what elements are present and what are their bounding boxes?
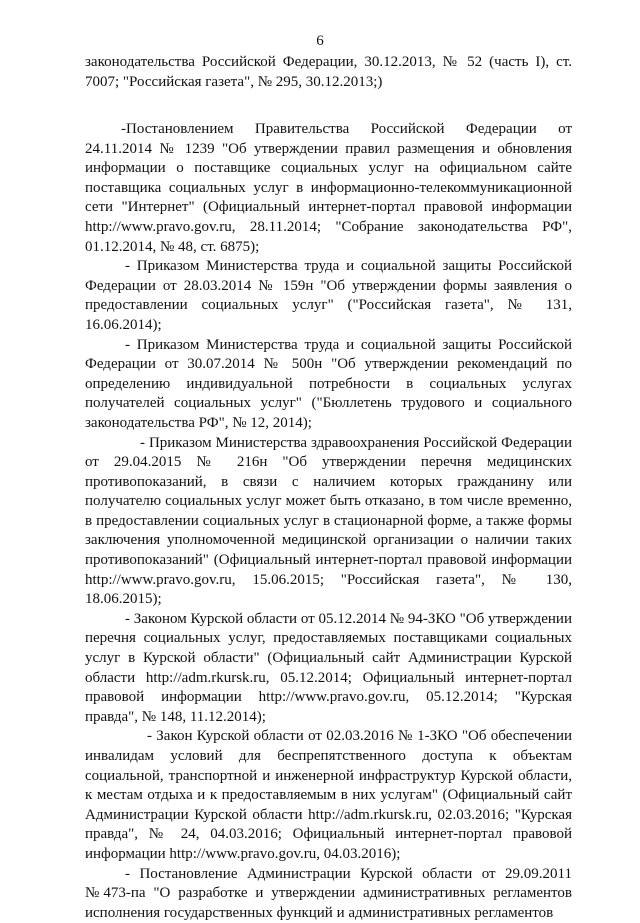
list-item: - Закон Курской области от 02.03.2016 № 1-ЗКО "Об обеспечении инвалидам условий для беспрепятственного доступа к объектам социальной, транспортной и инженерной инфраструктур Курской области, к местам отдыха и к предоставляемым в них услугам" (Официальный сайт Администрации Курской области http://adm.rkursk.ru, 02.03.2016; "Курская правда", № 24, 04.03.2016; Официальный интернет-портал правовой информации http://www.pravo.gov.ru, 04.03.2016);	[85, 728, 572, 862]
list-item: - Приказом Министерства здравоохранения Российской Федерации от 29.04.2015 № 216н "Об утверждении перечня медицинских противопоказаний, в связи с наличием которых гражданину или получателю социальных услуг может быть отказано, в том числе временно, в предоставлении социальных услуг в стационарной форме, а также формы заключения уполномоченной медицинской организации о наличии таких противопоказаний" (Официальный интернет-портал правовой информации http://www.pravo.gov.ru, 15.06.2015; "Российская газета", № 130, 18.06.2015);	[85, 434, 572, 608]
page-number: 6	[316, 33, 324, 49]
list-item: -Постановлением Правительства Российской Федерации от 24.11.2014 № 1239 "Об утверждении правил размещения и обновления информации о поставщике социальных услуг на официальном сайте поставщика социальных услуг в информационно-телекоммуникационной сети "Интернет" (Официальный интернет-портал правовой информации http://www.pravo.gov.ru, 28.11.2014; "Собрание законодательства РФ", 01.12.2014, № 48, ст. 6875);	[85, 121, 572, 255]
list-item: - Приказом Министерства труда и социальной защиты Российской Федерации от 28.03.2014 № 159н "Об утверждении формы заявления о предоставлении социальных услуг" ("Российская газета", № 131, 16.06.2014);	[85, 258, 572, 333]
continuation-block	[85, 53, 572, 92]
list-item: - Законом Курской области от 05.12.2014 № 94-ЗКО "Об утверждении перечня социальных услуг, предоставляемых поставщиками социальных услуг в Курской области" (Официальный сайт Администрации Курской области http://adm.rkursk.ru, 05.12.2014; Официальный интернет-портал правовой информации http://www.pravo.gov.ru, 05.12.2014; "Курская правда", № 148, 11.12.2014);	[85, 610, 572, 725]
list-item: - Постановление Администрации Курской области от 29.09.2011 №473-па "О разработке и утверждении административных регламентов исполнения государственных функций и административных регламентов	[85, 865, 572, 921]
legal-acts-list	[85, 120, 572, 923]
list-item: - Приказом Министерства труда и социальной защиты Российской Федерации от 30.07.2014 № 500н "Об утверждении рекомендаций по определению индивидуальной потребности в социальных услугах получателей социальных услуг" ("Бюллетень трудового и социального законодательства РФ", № 12, 2014);	[85, 336, 572, 431]
continuation-paragraph: законодательства Российской Федерации, 30.12.2013, № 52 (часть I), ст. 7007; "Российская газета", № 295, 30.12.2013;)	[85, 54, 572, 90]
